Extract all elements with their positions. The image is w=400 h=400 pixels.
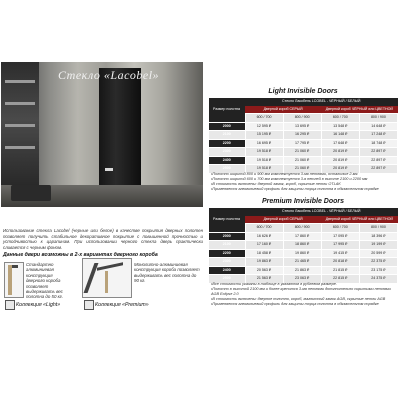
size-header: 800 / 900 (283, 114, 321, 123)
premium-section-title: Premium Invisible Doors (261, 198, 345, 205)
size-header: 600 / 700 (321, 224, 359, 233)
row-header: Размер полотна (209, 208, 246, 232)
table-row: 2300 19 518 ₽ 21 060 ₽ 20 819 ₽ 22 897 ₽ (209, 148, 398, 157)
table-row: 2500 19 518 ₽ 21 060 ₽ 20 819 ₽ 22 897 ₽ (209, 165, 398, 174)
interior-photo (1, 62, 203, 207)
note-item: • Полотно в высотой 2100 мм и более крепится 3-мя петлями дополнительно скрытыми петлями AGB Eclipse 2.0 (211, 287, 397, 297)
light-frame-description: Стандартно алюминиевая конструкция дверного короба позволяет выдерживать вес полотна до 50 кг. (26, 262, 64, 300)
note-item: • В стоимость включены: дверное полотно, короб, магнитный замок AGB, скрытые петли AGB (211, 297, 397, 302)
light-collection-swatch (5, 300, 15, 310)
note-item: • В стоимость включены: дверной замок, короб, скрытые петли ОТLAK (211, 182, 397, 187)
size-header: 800 / 900 (359, 114, 397, 123)
note-item: • Применяется алюминиевый профиль для защиты торца полотна в обязательном порядке (211, 187, 397, 192)
frame-variants-title: Данные двери возможны в 2-х вариантах дверного короба (3, 252, 158, 258)
light-section-title: Light Invisible Doors (268, 88, 338, 95)
table-row: 2100 15 195 ₽ 16 295 ₽ 16 148 ₽ 17 248 ₽ (209, 131, 398, 140)
size-header: 800 / 900 (283, 224, 321, 233)
premium-notes (211, 282, 397, 307)
table-row: 2000 16 626 ₽ 17 860 ₽ 17 095 ₽ 18 396 ₽ (209, 232, 398, 241)
table-row: 2000 12 595 ₽ 13 695 ₽ 13 548 ₽ 14 648 ₽ (209, 122, 398, 131)
group-header: Дверной короб СЕРЫЙ (245, 106, 321, 114)
size-header: 600 / 700 (321, 114, 359, 123)
table-row: 2500 21 563 ₽ 23 063 ₽ 22 815 ₽ 24 375 ₽ (209, 275, 398, 284)
photo-title: Стекло «Lacobel» (58, 68, 160, 82)
note-item: • Полотно шириной 600 и 700 мм комплектуется 3-я петлей в высоте 2100 и 2200 мм (211, 177, 397, 182)
group-header: Дверной короб СЕРЫЙ (245, 216, 321, 224)
table-row: 2300 19 863 ₽ 21 465 ₽ 20 818 ₽ 22 375 ₽ (209, 258, 398, 267)
light-collection-label: Коллекция «Light» (16, 302, 61, 308)
table-row: 2400 19 518 ₽ 21 060 ₽ 20 819 ₽ 22 897 ₽ (209, 156, 398, 165)
premium-collection-swatch (84, 300, 94, 310)
size-header: 600 / 700 (245, 224, 283, 233)
premium-price-table (208, 208, 398, 284)
size-header: 600 / 700 (245, 114, 283, 123)
note-item: • Полотно шириной 800 и 900 мм комплектуется 3-мя петлями, остальные 2-мя. (211, 172, 397, 177)
light-frame-image (4, 262, 24, 298)
table-row: 2200 16 695 ₽ 17 795 ₽ 17 648 ₽ 18 748 ₽ (209, 139, 398, 148)
sofa (11, 185, 51, 201)
door-handle (105, 168, 113, 171)
table-row: 2200 18 458 ₽ 19 860 ₽ 19 415 ₽ 20 599 ₽ (209, 249, 398, 258)
note-item: • Применяется алюминиевый профиль для защиты торца полотна в обязательном порядке (211, 302, 397, 307)
table-top-header: Стекло Лакобель LCOBEL - ЧЁРНЫЙ / БЕЛЫЙ (245, 208, 398, 216)
size-header: 800 / 900 (359, 224, 397, 233)
note-item: • Все стоимости указаны в таблице в указанном в рублевом размере. (211, 282, 397, 287)
table-row: 2400 20 563 ₽ 21 863 ₽ 21 815 ₽ 23 175 ₽ (209, 266, 398, 275)
table-top-header: Стекло Лакобель LCOBEL - ЧЁРНЫЙ / БЕЛЫЙ (245, 98, 398, 106)
premium-collection-label: Коллекция «Premium» (95, 302, 149, 308)
light-price-table (208, 98, 398, 174)
group-header: Дверной короб ЧЁРНЫЙ или ЦВЕТНОЙ (321, 216, 397, 224)
table-row: 2100 17 160 ₽ 18 860 ₽ 17 995 ₽ 19 199 ₽ (209, 241, 398, 250)
light-notes (211, 172, 397, 192)
group-header: Дверной короб ЧЁРНЫЙ или ЦВЕТНОЙ (321, 106, 397, 114)
premium-frame-description: Монолитно-алюминиевая конструкция короба позволяет выдерживать вес полотна до 90 кг. (134, 262, 200, 284)
glass-description: Использование стекла Lacobel (черные или белое) в качестве покрытия дверных полотен позволяет получить стабильное декоративное покрытие с повышенной прочностью и устойчивостью к царапинам. При использовании черного стекла дверь практически сливается с черным фоном. (3, 228, 203, 250)
premium-frame-image (82, 258, 132, 298)
row-header: Размер полотна (209, 98, 246, 122)
